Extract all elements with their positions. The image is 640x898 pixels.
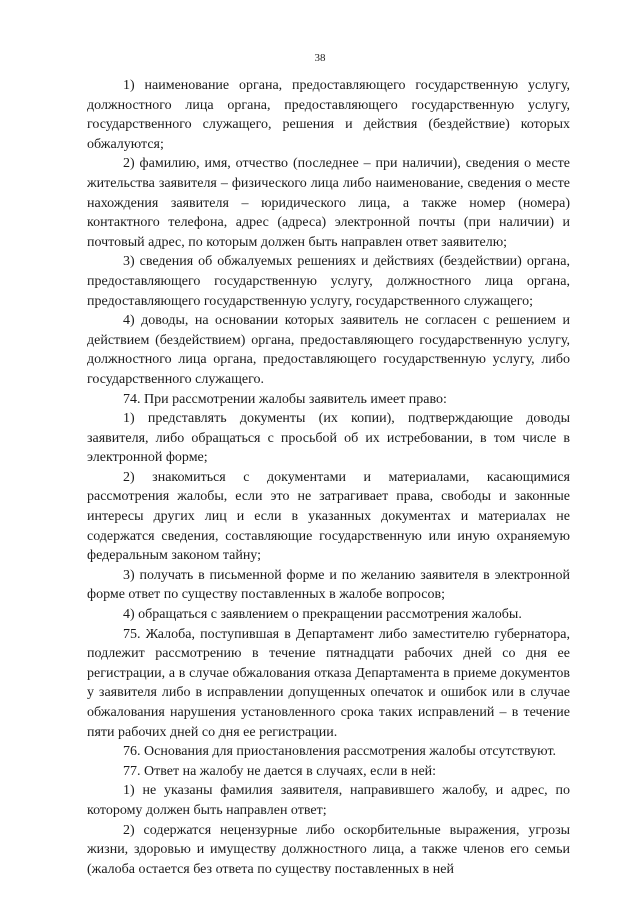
paragraph-item-4-arguments: 4) доводы, на основании которых заявитель не согласен с решением и действием (бездействием) органа, предоставляющего государственную услугу, должностного лица органа, предоставляющего государственную услугу, либо государственного служащего. <box>87 313 570 387</box>
paragraph-77-item-2: 2) содержатся нецензурные либо оскорбительные выражения, угрозы жизни, здоровью и имуществу должностного лица, а также членов его семьи (жалоба остается без ответа по существу поставленных в ней <box>87 822 570 877</box>
paragraph-clause-75: 75. Жалоба, поступившая в Департамент либо заместителю губернатора, подлежит рассмотрению в течение пятнадцати рабочих дней со дня ее регистрации, а в случае обжалования отказа Департамента в приеме документов у заявителя либо в исправлении допущенных опечаток и ошибок или в случае обжалования нарушения установленного срока таких исправлений – в течение пяти рабочих дней со дня ее регистрации. <box>87 626 570 740</box>
paragraph-item-1-organ-name: 1) наименование органа, предоставляющего государственную услугу, должностного лица органа, предоставляющего государственную услугу, государственного служащего, решения и действия (бездействие) которых обжалуются; <box>87 78 570 152</box>
paragraph-item-2-applicant-details: 2) фамилию, имя, отчество (последнее – при наличии), сведения о месте жительства заявителя – физического лица либо наименование, сведения о месте нахождения заявителя – юридического лица, а также номер (номера) контактного телефона, адрес (адреса) электронной почты (при наличии) и почтовый адрес, по которым должен быть направлен ответ заявителю; <box>87 156 570 250</box>
page-number: 38 <box>314 52 326 64</box>
paragraph-clause-76: 76. Основания для приостановления рассмотрения жалобы отсутствуют. <box>123 744 557 760</box>
paragraph-74-item-2: 2) знакомиться с документами и материалами, касающимися рассмотрения жалобы, если это не затрагивает права, свободы и законные интересы других лиц и если в указанных документах и материалах не содержатся сведения, составляющие государственную или иную охраняемую федеральным законом тайну; <box>87 469 570 564</box>
paragraph-77-item-1: 1) не указаны фамилия заявителя, направившего жалобу, и адрес, по которому должен быть направлен ответ; <box>87 783 570 818</box>
paragraph-item-3-appealed-decisions: 3) сведения об обжалуемых решениях и действиях (бездействии) органа, предоставляющего государственную услугу, должностного лица органа, предоставляющего государственную услугу, государственного служащего; <box>87 254 570 309</box>
paragraph-clause-77: 77. Ответ на жалобу не дается в случаях, если в ней: <box>123 763 437 779</box>
paragraph-74-item-1: 1) представлять документы (их копии), подтверждающие доводы заявителя, либо обращаться с просьбой об их истребовании, в том числе в электронной форме; <box>87 411 570 466</box>
paragraph-74-item-4: 4) обращаться с заявлением о прекращении рассмотрения жалобы. <box>123 607 522 623</box>
paragraph-clause-74: 74. При рассмотрении жалобы заявитель имеет право: <box>123 391 447 407</box>
paragraph-74-item-3: 3) получать в письменной форме и по желанию заявителя в электронной форме ответ по существу поставленных в жалобе вопросов; <box>87 567 570 603</box>
document-body <box>87 76 570 879</box>
